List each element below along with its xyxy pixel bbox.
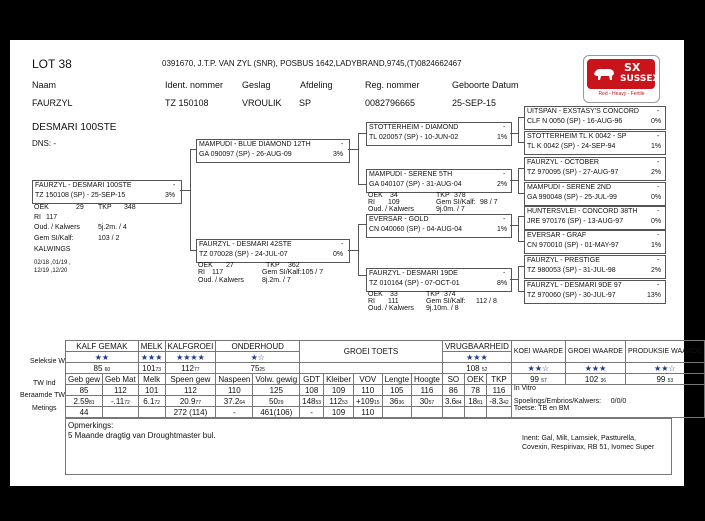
perf-met-9 [382, 407, 411, 418]
perf-met-10 [412, 407, 443, 418]
perf-tw-0: 85 [66, 385, 103, 396]
pedigree-gen4-5 [524, 206, 666, 230]
inent-line1: Inent: Gal, Milt, Lamsiek, Pastturella, [522, 435, 636, 442]
animal-section: SP [299, 98, 312, 108]
perf-bt_sub-12: 81 [477, 399, 483, 406]
perf-bt_sub-0: 81 [89, 399, 95, 406]
subject-oek_l: OEK [34, 204, 49, 211]
tw-ind-row [66, 385, 705, 396]
gen3-3-r2: 8% [497, 280, 508, 287]
gen3-3-gem_l: Gem SI/Kalf: [426, 298, 466, 305]
perf-sel_subs-2: 77 [194, 366, 200, 373]
gen2-1-r2: 0% [333, 251, 344, 258]
subject-ri_v: 117 [46, 214, 58, 221]
gen4-6-l1: FAURZYL - PRESTIGE [527, 257, 600, 264]
perf-cols-9: Lengte [382, 374, 411, 385]
perf-bt_sub-2: 72 [154, 399, 160, 406]
stars-kalf-gemak: ★★ [94, 352, 110, 362]
subject-oud_v: 5j.2m. / 4 [98, 224, 127, 231]
perf-tw-10: 116 [412, 385, 443, 396]
perf-prod-1: 53 [667, 377, 674, 384]
perf-groei-1: 36 [600, 377, 607, 384]
gen4-3-l1: MAMPUDI - SERENE 2ND [527, 184, 612, 191]
dns: DNS: - [32, 139, 56, 148]
perf-sel_vals-0: 85 [93, 363, 103, 373]
label-ident: Ident. nommer [165, 80, 224, 90]
pedigree-gen3-2 [366, 169, 512, 193]
perf-bt_sub-4: 64 [239, 399, 245, 406]
gen4-1-r1: - [657, 133, 660, 140]
pedigree-gen3-3 [366, 214, 512, 238]
gen3-3-oud_l: Oud. / Kalwers [368, 305, 414, 312]
perf-bt_sub-3: 77 [195, 399, 201, 406]
gen3-2-r2: 1% [497, 226, 508, 233]
gen2-1-l2: TZ 070028 (SP) - 24-JUL-07 [199, 251, 288, 258]
performance-table [65, 340, 705, 418]
perf-tw-4: 110 [216, 385, 253, 396]
gen2-0-r2: 3% [333, 151, 344, 158]
perf-bt-2: 6.1 [143, 396, 155, 406]
perf-cols-7: Kleiber [324, 374, 354, 385]
animal-title: DESMARI 100STE [32, 122, 117, 133]
gen4-5-r1: - [657, 232, 660, 239]
gen4-7-l1: FAURZYL - DESMARI 9DE 97 [527, 282, 622, 289]
perf-cols-4: Naspeen [216, 374, 253, 385]
gen3-1-gem_v: 98 / 7 [480, 199, 498, 206]
row-label-tw: TW Ind [33, 380, 56, 387]
pedigree-gen4-4 [524, 182, 666, 206]
perf-sel_stars-7: ★★☆ [654, 363, 676, 373]
gen3-2-l1: EVERSAR - GOLD [369, 216, 429, 223]
gen2-1-ri_l: RI [198, 269, 205, 276]
stars-melk: ★★★ [140, 352, 163, 362]
perf-cols-5: Volw. gewig [253, 374, 300, 385]
kalwings-label: KALWINGS [34, 246, 71, 253]
perf-cols-3: Speen gew [165, 374, 216, 385]
gen4-1-l2: TL K 0042 (SP) - 24-SEP-94 [527, 143, 616, 150]
subject-line2: TZ 150108 (SP) - 25-SEP-15 [35, 192, 126, 199]
logo-tag: Red - Heavy - Fertile [598, 91, 645, 97]
grp-kalfgroei: KALFGROEI [165, 341, 216, 352]
gen3-3-gem_v: 112 / 8 [476, 298, 497, 305]
sussex-logo [583, 55, 660, 103]
perf-koei-1: 57 [541, 377, 547, 384]
gen4-0-l2: CLF N 0050 (SP) - 16-AUG-96 [527, 118, 623, 125]
gen2-1-oud_v: 8j.2m. / 7 [262, 277, 291, 284]
gen3-3-ri_v: 111 [388, 298, 399, 305]
pedigree-gen4-7 [524, 255, 666, 279]
grp-melk: MELK [138, 341, 165, 352]
gen4-2-r1: - [657, 159, 660, 166]
perf-sel_stars-5: ★★☆ [527, 363, 550, 373]
perf-bt-10: 30 [419, 396, 429, 406]
perf-cols-10: Hoogte [412, 374, 443, 385]
gen3-1-r1: - [503, 171, 506, 178]
perf-bt_sub-5: 29 [277, 399, 284, 406]
gen3-1-r2: 2% [497, 181, 508, 188]
perf-tw-13: 116 [487, 385, 512, 396]
gen3-3-ri_l: RI [368, 298, 375, 305]
perf-cols-0: Geb gew [66, 374, 103, 385]
perf-tw-2: 101 [138, 385, 165, 396]
gen3-2-l2: CN 040060 (SP) - 04-AUG-04 [369, 226, 462, 233]
perf-bt-0: 2.59 [73, 396, 90, 406]
perf-bt-12: 18 [468, 396, 478, 406]
gen4-7-r1: - [657, 282, 660, 289]
perf-groei-0: 102 [584, 374, 599, 384]
gen4-5-l2: CN 970010 (SP) - 01-MAY-97 [527, 242, 619, 249]
stars-onderhoud: ★☆ [250, 352, 265, 362]
gen2-1-tkp_l: TKP [266, 262, 280, 269]
perf-tw-12: 78 [464, 385, 486, 396]
perf-met-0: 44 [66, 407, 103, 418]
pedigree-gen3-1 [366, 122, 512, 146]
pedigree-sire [196, 139, 350, 163]
gen4-0-r1: - [657, 108, 660, 115]
animal-birthdate: 25-SEP-15 [452, 98, 497, 108]
gen4-0-r2: 0% [651, 118, 662, 125]
perf-cols-13: TKP [487, 374, 512, 385]
perf-bt_sub-13: 42 [503, 399, 509, 406]
perf-bt-8: +109 [355, 396, 375, 406]
gen4-5-r2: 1% [651, 242, 662, 249]
gen3-0-l1: STOTTERHEIM - DIAMOND [369, 124, 459, 131]
gen4-2-r2: 2% [651, 169, 662, 176]
perf-sel_subs-1: 73 [155, 366, 162, 373]
row-label-beraamde: Beraamde TW [20, 392, 65, 399]
grp-groei-toets: GROEI TOETS [300, 341, 443, 363]
subject-gem_l: Gem SI/Kalf: [34, 235, 74, 242]
gen2-1-r1: - [341, 241, 344, 248]
animal-reg: 0082796665 [365, 98, 416, 108]
gen4-7-r2: 13% [647, 292, 662, 299]
perf-invitro: In Vitro [513, 385, 536, 392]
gen2-1-l1: FAURZYL - DESMARI 42STE [199, 241, 292, 248]
perf-bt-4: 37.2 [223, 396, 240, 406]
grp-koei-waarde: KOEI WAARDE [511, 341, 565, 363]
perf-met-13 [487, 407, 512, 418]
perf-sel_vals-3: 75 [250, 363, 260, 373]
perf-bt-3: 20.9 [179, 396, 196, 406]
perf-cols-12: OEK [464, 374, 486, 385]
gen4-0-l1: UITSPAN - EXSTASY'S CONCORD [527, 108, 639, 115]
gen2-1-oud_l: Oud. / Kalwers [198, 277, 244, 284]
gen3-1-ri_v: 109 [388, 199, 400, 206]
subject-oud_l: Oud. / Kalwers [34, 224, 80, 231]
gen3-1-tkp_l: TKP [436, 192, 450, 199]
perf-spoelings: Spoelings/Embrios/Kalwers: [513, 398, 602, 405]
perf-sel_subs-4: 52 [481, 366, 488, 373]
gen4-3-r1: - [657, 184, 660, 191]
grp-vrugbaarheid: VRUGBAARHEID [442, 341, 511, 352]
subject-dates1: 02/18 ,01/19 , [34, 260, 71, 266]
perf-bt-9: 36 [389, 396, 399, 406]
perf-bt-6: 148 [302, 396, 316, 406]
column-headers [66, 374, 705, 385]
gen3-2-r1: - [503, 216, 506, 223]
grp-kalf-gemak: KALF GEMAK [66, 341, 139, 352]
gen3-3-oek_l: OEK [368, 291, 383, 298]
perf-koei-0: 99 [530, 374, 539, 384]
perf-cols-1: Geb Mat [103, 374, 139, 385]
perf-met-6: - [300, 407, 324, 418]
row-label-metings: Metings [32, 405, 57, 412]
perf-prod-0: 99 [656, 374, 666, 384]
gen2-0-r1: - [341, 141, 344, 148]
perf-sel_subs-3: 25 [259, 366, 265, 373]
owner-info: 0391670, J.T.P. VAN ZYL (SNR), POSBUS 1642,LADYBRAND,9745,(T)0824662467 [162, 59, 462, 68]
gen4-7-l2: TZ 970060 (SP) - 30-JUL-97 [527, 292, 616, 299]
gen3-0-r2: 1% [497, 134, 508, 141]
subject-tkp_v: 348 [124, 204, 136, 211]
gen2-1-oek_v: 27 [226, 262, 234, 269]
gen3-1-oud_v: 9j.0m. / 7 [436, 206, 465, 213]
pedigree-gen4-1 [524, 106, 666, 130]
bull-icon [592, 64, 616, 82]
perf-met-3: 272 (114) [165, 407, 216, 418]
gen3-1-oek_v: 34 [390, 192, 398, 199]
gen2-1-oek_l: OEK [198, 262, 213, 269]
subject-oek_v: 29 [76, 204, 84, 211]
gen2-1-gem_l: Gem SI/Kalf:105 / 7 [262, 269, 324, 276]
gen3-0-r1: - [503, 124, 506, 131]
animal-name: FAURZYL [32, 98, 73, 108]
perf-bt_sub-9: 36 [398, 399, 405, 406]
subject-ri_l: RI [34, 214, 41, 221]
perf-met-2 [138, 407, 165, 418]
gen3-3-tkp_l: TKP [426, 291, 440, 298]
perf-tw-5: 125 [253, 385, 300, 396]
perf-tw-8: 110 [353, 385, 382, 396]
gen3-1-gem_l: Gem SI/Kalf: [436, 199, 476, 206]
perf-met-5: 461(106) [253, 407, 300, 418]
perf-tw-3: 112 [165, 385, 216, 396]
animal-sex: VROULIK [242, 98, 282, 108]
perf-bt_sub-8: 15 [374, 399, 380, 406]
gen2-0-l2: GA 090097 (SP) - 26-AUG-09 [199, 151, 292, 158]
row-label-seleksie: Seleksie W. [30, 358, 67, 365]
perf-tw-9: 105 [382, 385, 411, 396]
perf-sel_vals-2: 112 [181, 363, 195, 373]
gen3-1-l2: GA 040107 (SP) - 31-AUG-04 [369, 181, 462, 188]
perf-tw-11: 86 [442, 385, 464, 396]
subject-line1b: - [173, 182, 176, 189]
pedigree-gen4-8 [524, 280, 666, 304]
gen4-6-l2: TZ 980053 (SP) - 31-JUL-98 [527, 267, 616, 274]
animal-ident: TZ 150108 [165, 98, 209, 108]
gen2-1-tkp_v: 362 [288, 262, 300, 269]
gen3-3-tkp_v: 374 [444, 291, 456, 298]
perf-sel_vals-4: 108 [466, 363, 480, 373]
subject-line2b: 3% [165, 192, 176, 199]
perf-bt_sub-6: 53 [315, 399, 322, 406]
pedigree-gen4-6 [524, 230, 666, 254]
gen3-3-r1: - [503, 270, 506, 277]
lot-number: LOT 38 [32, 57, 72, 71]
gen4-4-r1: - [657, 208, 660, 215]
gen3-1-oek_l: OEK [368, 192, 383, 199]
gen4-6-r2: 2% [651, 267, 662, 274]
perf-sel_vals-1: 101 [142, 363, 156, 373]
gen3-3-l2: TZ 010164 (SP) - 07-OCT-01 [369, 280, 460, 287]
grp-produksie-waarde: PRODUKSIE WAARDE [625, 341, 704, 363]
perf-tw-6: 108 [300, 385, 324, 396]
perf-met-11 [442, 407, 464, 418]
gen3-3-oud_v: 9j.10m. / 8 [426, 305, 459, 312]
stars-vrugbaarheid: ★★★ [466, 352, 488, 362]
perf-bt-5: 50 [269, 396, 278, 406]
pedigree-gen4-2 [524, 131, 666, 155]
logo-name: SUSSEX [620, 74, 660, 84]
perf-cols-8: VOV [353, 374, 382, 385]
perf-met-4: - [216, 407, 253, 418]
perf-met-8: 110 [353, 407, 382, 418]
gen4-1-r2: 1% [651, 143, 662, 150]
label-geslag: Geslag [242, 80, 271, 90]
logo-sx: SX [624, 61, 641, 74]
perf-met-1 [103, 407, 139, 418]
perf-tw-7: 109 [324, 385, 354, 396]
gen3-3-l1: FAURZYL - DESMARI 19DE [369, 270, 458, 277]
perf-bt-11: 3.6 [445, 396, 457, 406]
remarks-box [65, 418, 672, 475]
gen4-4-l2: JRE 970176 (SP) - 13-AUG-97 [527, 218, 624, 225]
gen4-4-l1: HUNTERSVLEI - CONCORD 38TH [527, 208, 638, 215]
gen3-1-l1: MAMPUDI - SERENE 5TH [369, 171, 453, 178]
label-geboorte: Geboorte Datum [452, 80, 519, 90]
gen3-1-tkp_v: 378 [454, 192, 466, 199]
subject-box [32, 180, 182, 204]
perf-tw-1: 112 [103, 385, 139, 396]
perf-bt-1: -.11 [110, 396, 125, 406]
perf-cols-6: GDT [300, 374, 324, 385]
gen4-4-r2: 0% [651, 218, 662, 225]
gen4-1-l1: STOTTERHEIM TL K 0042 - SP [527, 133, 627, 140]
pedigree-gen3-4 [366, 268, 512, 292]
perf-sel_stars-6: ★★★ [584, 363, 607, 373]
label-naam: Naam [32, 80, 57, 90]
perf-spoelings_v: 0/0/0 [610, 398, 627, 405]
gen3-1-ri_l: RI [368, 199, 375, 206]
perf-met-12 [464, 407, 486, 418]
subject-line1: FAURZYL - DESMARI 100STE [35, 182, 132, 189]
perf-cols-2: Melk [138, 374, 165, 385]
gen4-2-l2: TZ 970095 (SP) - 27-AUG-97 [527, 169, 619, 176]
gen4-3-r2: 0% [651, 194, 662, 201]
stars-kalfgroei: ★★★★ [176, 352, 205, 362]
subject-dates2: 12/19 ,12/20 [34, 268, 68, 274]
perf-cols-11: SO [442, 374, 464, 385]
pedigree-gen4-3 [524, 157, 666, 181]
perf-bt_sub-10: 57 [428, 399, 435, 406]
gen2-1-ri_v: 117 [212, 269, 224, 276]
perf-bt-7: 112 [329, 396, 343, 406]
label-reg: Reg. nommer [365, 80, 420, 90]
gen3-1-oud_l: Oud. / Kalwers [368, 206, 414, 213]
gen4-3-l2: GA 990048 (SP) - 25-JUL-99 [527, 194, 617, 201]
perf-toetse: Toetse: TB en BM [513, 405, 570, 412]
perf-bt-13: -8.3 [489, 396, 504, 406]
grp-onderhoud: ONDERHOUD [216, 341, 300, 352]
gen4-6-r1: - [657, 257, 660, 264]
perf-bt_sub-7: 53 [342, 399, 348, 406]
perf-bt_sub-1: 72 [124, 399, 130, 406]
gen2-0-l1: MAMPUDI - BLUE DIAMOND 12TH [199, 141, 311, 148]
gen3-0-l2: TL 020057 (SP) - 10-JUN-02 [369, 134, 459, 141]
gen4-5-l1: EVERSAR - GRAF [527, 232, 587, 239]
perf-met-7: 109 [324, 407, 354, 418]
pedigree-dam [196, 239, 350, 263]
lot-sheet [10, 40, 702, 486]
inent-line2: Covexin, Respirivax, RB 51, Ivomec Super [522, 444, 655, 451]
remarks-title: Opmerkings: [68, 421, 114, 430]
perf-sel_subs-0: 60 [104, 366, 111, 373]
perf-bt_sub-11: 84 [456, 399, 462, 406]
gen4-2-l1: FAURZYL - OCTOBER [527, 159, 599, 166]
remarks-text: 5 Maande dragtig van Droughtmaster bul. [68, 431, 216, 440]
subject-tkp_l: TKP [98, 204, 112, 211]
subject-gem_v: 103 / 2 [98, 235, 120, 242]
label-afdeling: Afdeling [300, 80, 333, 90]
gen3-3-oek_v: 33 [390, 291, 398, 298]
grp-groei-waarde: GROEI WAARDE [566, 341, 626, 363]
